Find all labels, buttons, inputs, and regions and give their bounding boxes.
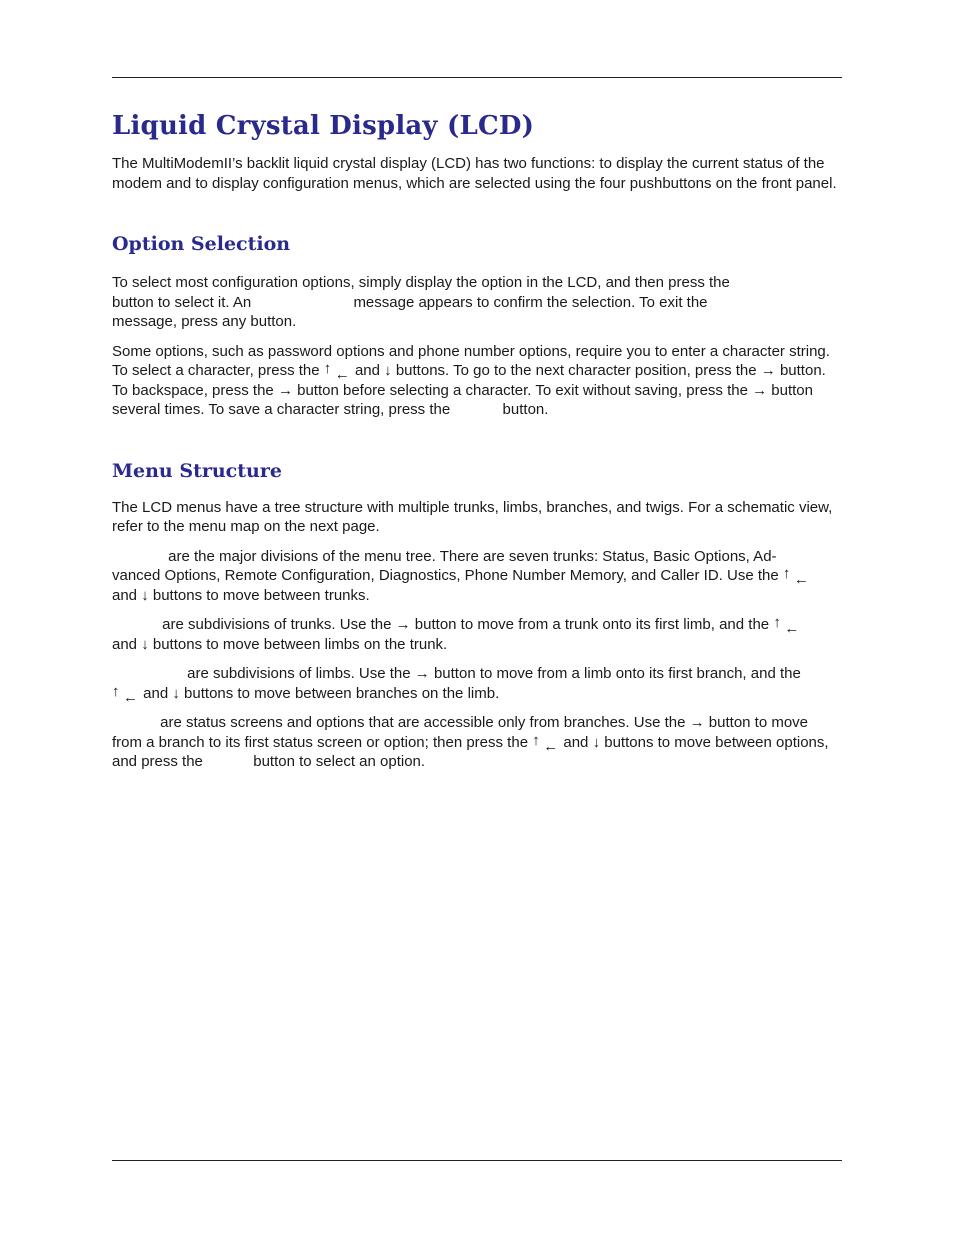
down-arrow-icon: ↓ <box>384 362 392 379</box>
up-left-arrows-icon: ↑ ← <box>323 360 350 383</box>
footer-rule <box>112 1160 842 1161</box>
menu-structure-paragraph: The LCD menus have a tree structure with multiple trunks, limbs, branches, and twigs. For a schematic view, refer to the menu map on the next page. <box>112 498 833 535</box>
header-rule <box>112 77 842 78</box>
right-arrow-icon: → <box>414 665 430 682</box>
right-arrow-icon: → <box>752 381 768 399</box>
branches-paragraph: are subdivisions of limbs. Use the → button to move from a limb onto its first branch, and the ↑ ← and ↓ buttons to move between branches on the limb. <box>112 665 801 706</box>
right-arrow-icon: → <box>689 714 705 731</box>
up-left-arrows-icon: ↑ ← <box>532 731 559 755</box>
down-arrow-icon: ↓ <box>141 635 149 653</box>
right-arrow-icon: → <box>760 362 776 379</box>
twigs-paragraph: are status screens and options that are accessible only from branches. Use the → button to move from a branch to its first status screen or option; then press the ↑ ← and ↓ buttons to move between options, and press the button to select an option. <box>112 714 829 770</box>
page-title: Liquid Crystal Display (LCD) <box>112 111 535 141</box>
trunks-paragraph: are the major divisions of the menu tree. There are seven trunks: Status, Basic Options, Ad- vanced Options, Remote Configuration, Diagnostics, Phone Number Memory, and Caller ID. Use the ↑ ← and ↓ buttons to move between trunks. <box>112 547 809 604</box>
down-arrow-icon: ↓ <box>592 733 601 751</box>
right-arrow-icon: → <box>395 616 411 633</box>
option-selection-paragraph-2: Some options, such as password options and phone number options, require you to enter a character string. To select a character, press the ↑ ← and ↓ buttons. To go to the next character position, press the → button. To backspace, press the → button before selecting a character. To exit without saving, press the → button several times. To save a character string, press the button. <box>112 342 830 418</box>
up-left-arrows-icon: ↑ ← <box>782 565 809 588</box>
menu-structure-heading: Menu Structure <box>112 459 282 482</box>
limbs-paragraph: are subdivisions of trunks. Use the → button to move from a trunk onto its first limb, and the ↑ ← and ↓ buttons to move between limbs on the trunk. <box>112 614 800 653</box>
down-arrow-icon: ↓ <box>141 586 149 604</box>
option-selection-paragraph-1: To select most configuration options, simply display the option in the LCD, and then press the button to select it. An message appears to confirm the selection. To exit the message, press any button. <box>112 274 730 330</box>
intro-paragraph: The MultiModemII’s backlit liquid crystal display (LCD) has two functions: to display the current status of the modem and to display configuration menus, which are selected using the four pushbuttons on the front panel. <box>112 155 837 192</box>
down-arrow-icon: ↓ <box>172 684 180 702</box>
option-selection-heading: Option Selection <box>112 233 291 255</box>
up-left-arrows-icon: ↑ ← <box>773 614 800 637</box>
right-arrow-icon: → <box>277 381 293 399</box>
page-content <box>112 108 842 772</box>
up-left-arrows-icon: ↑ ← <box>112 682 138 706</box>
